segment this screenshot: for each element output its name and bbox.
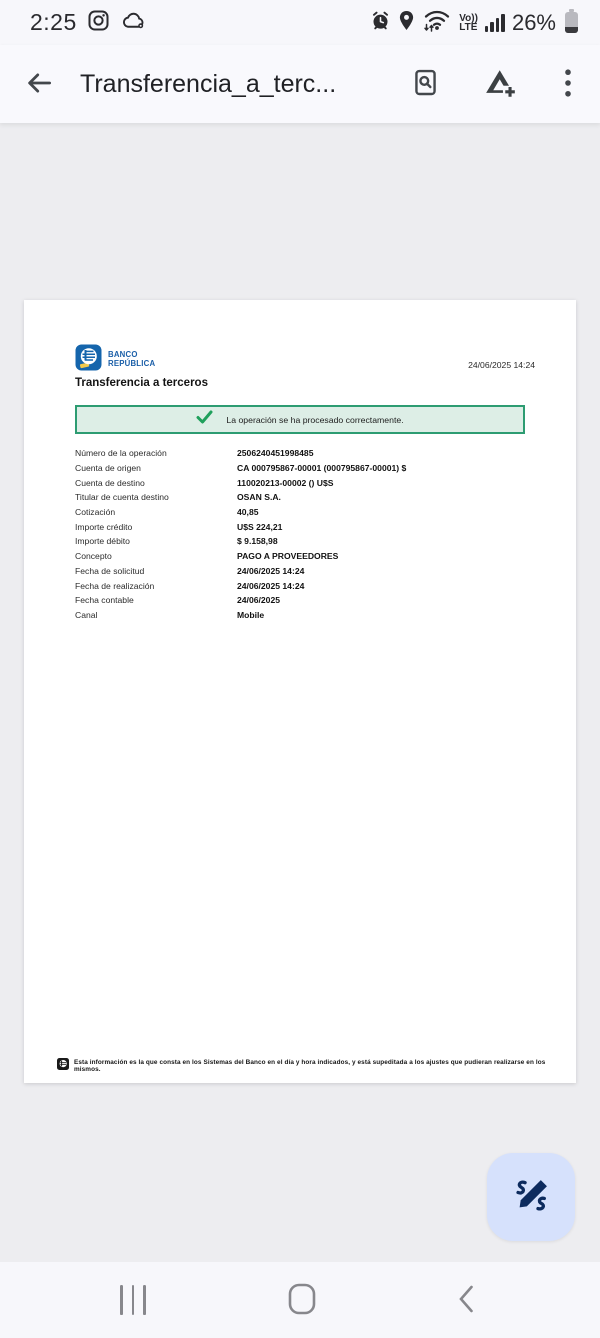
status-bar [0,0,600,45]
volte-indicator: Vo)) LTE [459,12,478,33]
recents-icon [120,1285,146,1315]
document-title: Transferencia_a_terc... [80,69,337,98]
recents-button[interactable] [112,1277,154,1323]
field-row [75,505,535,520]
back-button[interactable] [24,68,54,101]
alarm-icon [370,10,391,36]
pdf-viewer-canvas[interactable] [0,123,600,1262]
signal-icon [485,14,505,32]
field-label: Titular de cuenta destino [75,492,169,503]
field-label: Importe crédito [75,521,133,532]
field-label: Número de la operación [75,448,167,459]
field-label: Cuenta de origen [75,463,141,474]
bank-emblem-icon [75,344,102,376]
field-row [75,490,535,505]
field-label: Concepto [75,551,112,562]
field-value: 24/06/2025 [237,595,281,606]
annotate-fab[interactable] [487,1153,575,1241]
pdf-page [24,300,576,1083]
field-row [75,519,535,534]
transfer-details [75,446,535,622]
app-bar [0,45,600,123]
field-row [75,578,535,593]
success-message: La operación se ha procesado correctamente. [226,414,404,425]
success-banner [75,405,525,434]
field-value: U$S 224,21 [237,521,283,532]
footer-disclaimer [57,1057,546,1075]
home-icon [288,1283,316,1318]
field-label: Fecha contable [75,595,134,606]
field-label: Canal [75,609,98,620]
field-label: Importe débito [75,536,130,547]
field-row [75,475,535,490]
field-value: OSAN S.A. [237,492,281,503]
disclaimer-text: Esta información es la que consta en los Sistemas del Banco en el día y hora indicados, y está supeditada a los ajustes que pudieran realizarse en los mismos. [74,1059,546,1073]
sign-annotate-icon [510,1175,552,1220]
field-row [75,534,535,549]
field-row [75,461,535,476]
overflow-menu-icon [562,69,574,100]
field-value: 110020213-00002 () U$S [237,477,334,488]
clock-time: 2:25 [30,9,77,35]
find-in-document-icon [411,68,440,100]
check-icon [196,410,213,429]
bank-emblem-small-icon [57,1057,69,1075]
document-timestamp: 24/06/2025 14:24 [468,360,535,370]
field-row [75,549,535,564]
home-button[interactable] [280,1275,324,1326]
back-nav-button[interactable] [450,1276,482,1325]
find-in-document-button[interactable] [411,68,440,100]
battery-percent: 26% [511,9,556,35]
instagram-icon [87,9,110,37]
bank-logo [75,344,155,376]
back-nav-icon [458,1284,474,1317]
save-to-drive-button[interactable] [484,67,518,101]
field-row [75,564,535,579]
navigation-bar [0,1262,600,1338]
field-label: Cotización [75,507,116,518]
field-row [75,446,535,461]
field-row [75,593,535,608]
field-label: Fecha de solicitud [75,565,145,576]
field-value: Mobile [237,609,265,620]
field-value: 40,85 [237,507,259,518]
field-value: PAGO A PROVEEDORES [237,551,339,562]
wifi-icon [422,8,452,38]
field-value: 24/06/2025 14:24 [237,580,305,591]
field-label: Cuenta de destino [75,477,145,488]
overflow-menu-button[interactable] [562,69,574,100]
location-icon [398,10,415,36]
field-row [75,608,535,623]
battery-icon [565,12,578,33]
field-value: $ 9.158,98 [237,536,278,547]
field-value: 2506240451998485 [237,448,314,459]
cloud-app-icon [120,9,147,37]
bank-name: BANCO REPÚBLICA [108,350,156,368]
field-label: Fecha de realización [75,580,155,591]
field-value: 24/06/2025 14:24 [237,565,305,576]
receipt-title: Transferencia a terceros [75,377,208,389]
drive-add-icon [484,67,518,101]
back-arrow-icon [24,68,54,101]
field-value: CA 000795867-00001 (000795867-00001) $ [237,463,407,474]
